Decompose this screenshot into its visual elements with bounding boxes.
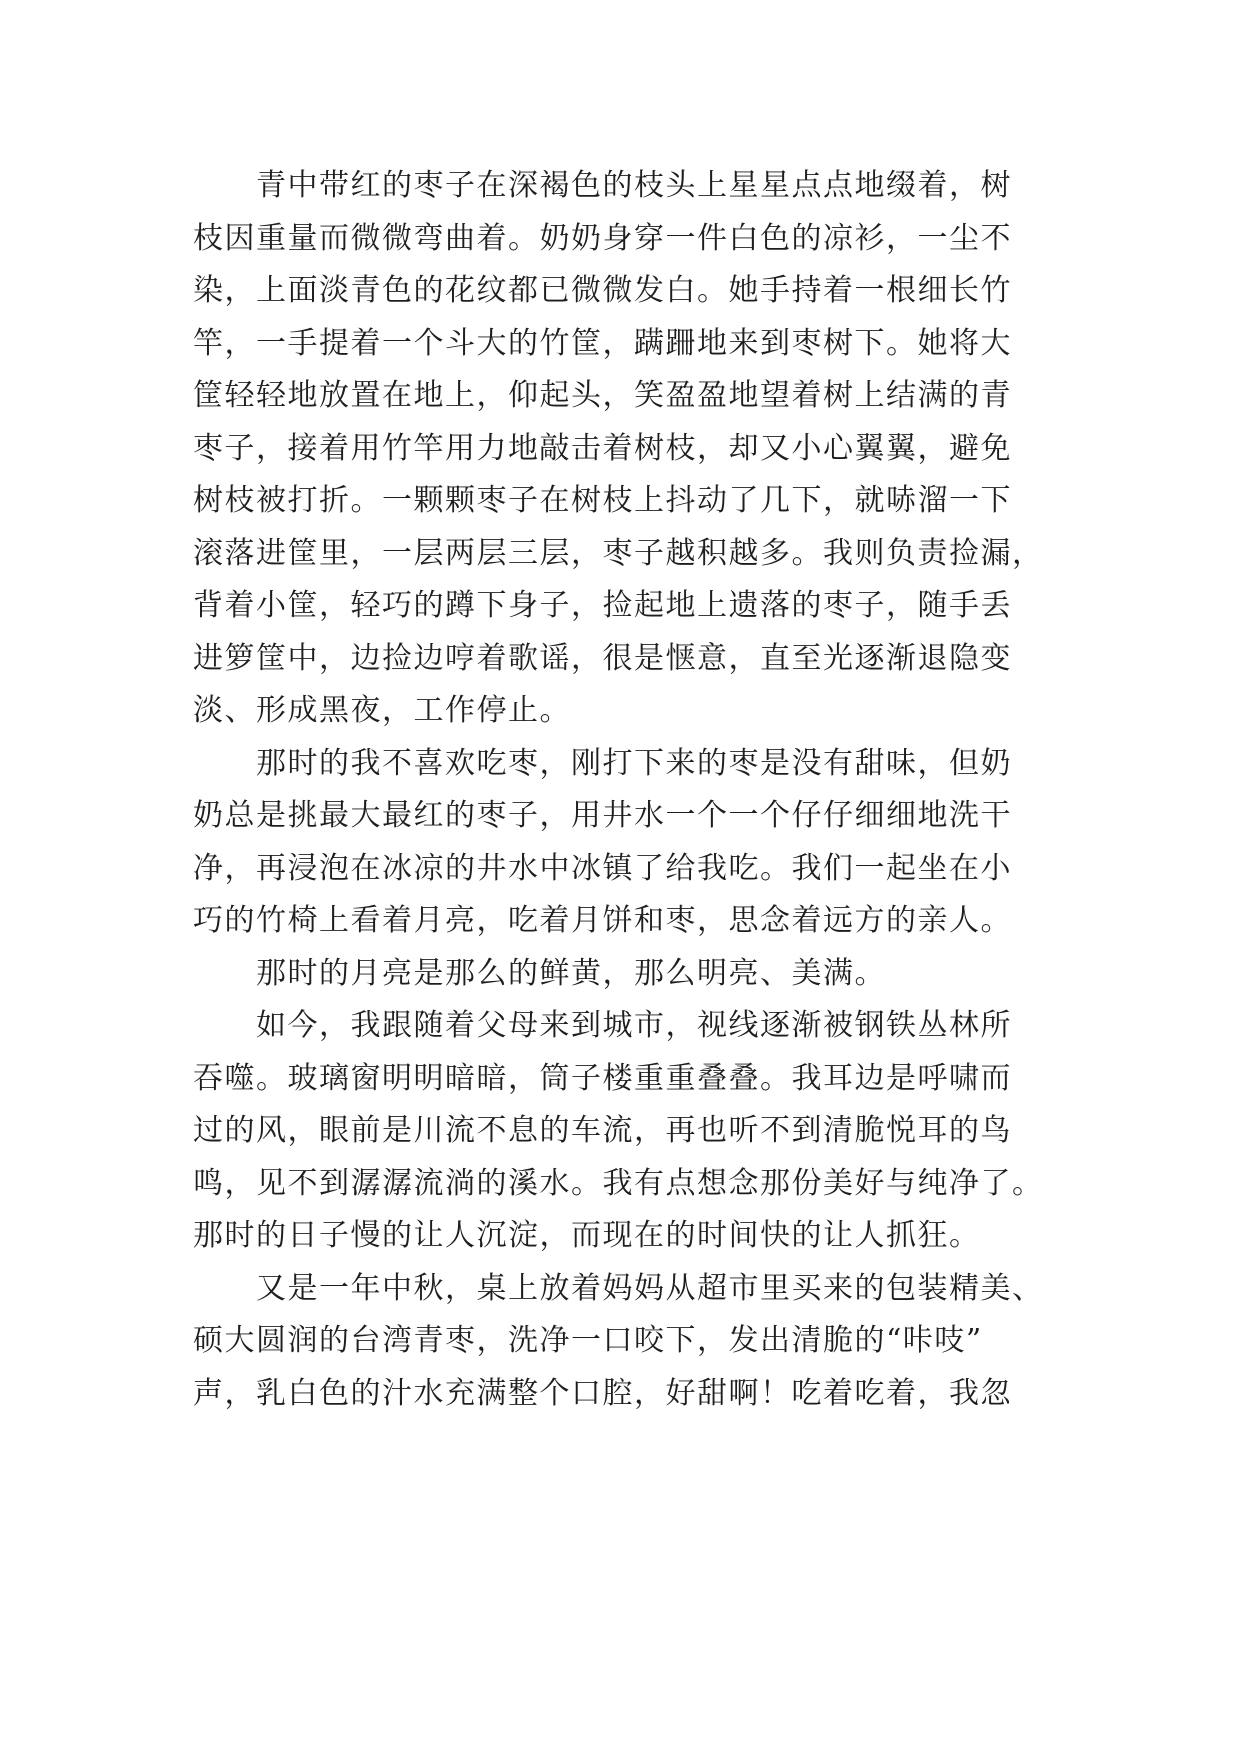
text-line: 巧的竹椅上看着月亮，吃着月饼和枣，思念着远方的亲人。 (193, 903, 1012, 938)
text-line: 染，上面淡青色的花纹都已微微发白。她手持着一根细长竹 (193, 273, 1012, 308)
text-line: 那时的我不喜欢吃枣，刚打下来的枣是没有甜味，但奶 (193, 745, 1012, 781)
text-line: 鸣，见不到潺潺流淌的溪水。我有点想念那份美好与纯净了。 (193, 1165, 1044, 1201)
essay-body (193, 160, 1073, 1420)
text-line: 声，乳白色的汁水充满整个口腔，好甜啊！吃着吃着，我忽 (193, 1375, 1012, 1411)
text-line: 树枝被打折。一颗颗枣子在树枝上抖动了几下，就哧溜一下 (193, 483, 1012, 518)
text-line: 滚落进筐里，一层两层三层，枣子越积越多。我则负责捡漏， (193, 535, 1044, 571)
text-line: 奶总是挑最大最红的枣子，用井水一个一个仔仔细细地洗干 (193, 798, 1012, 833)
text-line: 过的风，眼前是川流不息的车流，再也听不到清脆悦耳的鸟 (193, 1113, 1012, 1148)
text-line: 枣子，接着用竹竿用力地敲击着树枝，却又小心翼翼，避免 (193, 430, 1012, 466)
text-line: 如今，我跟随着父母来到城市，视线逐渐被钢铁丛林所 (193, 1008, 1012, 1043)
text-line: 净，再浸泡在冰凉的井水中冰镇了给我吃。我们一起坐在小 (193, 850, 1012, 886)
text-line: 那时的月亮是那么的鲜黄，那么明亮、美满。 (193, 955, 886, 991)
text-line: 青中带红的枣子在深褐色的枝头上星星点点地缀着，树 (193, 168, 1012, 203)
text-line: 筐轻轻地放置在地上，仰起头，笑盈盈地望着树上结满的青 (193, 378, 1012, 413)
text-line: 进箩筐中，边捡边哼着歌谣，很是惬意，直至光逐渐退隐变 (193, 640, 1012, 676)
text-line: 竿，一手提着一个斗大的竹筐，蹒跚地来到枣树下。她将大 (193, 325, 1012, 361)
text-line: 那时的日子慢的让人沉淀，而现在的时间快的让人抓狂。 (193, 1218, 981, 1253)
text-line: 背着小筐，轻巧的蹲下身子，捡起地上遗落的枣子，随手丢 (193, 588, 1012, 623)
text-line: 又是一年中秋，桌上放着妈妈从超市里买来的包装精美、 (193, 1270, 1044, 1306)
text-line: 硕大圆润的台湾青枣，洗净一口咬下，发出清脆的“咔吱” (193, 1323, 983, 1358)
text-line: 吞噬。玻璃窗明明暗暗，筒子楼重重叠叠。我耳边是呼啸而 (193, 1060, 1012, 1096)
text-line: 淡、形成黑夜，工作停止。 (193, 693, 571, 728)
text-line: 枝因重量而微微弯曲着。奶奶身穿一件白色的凉衫，一尘不 (193, 220, 1012, 256)
